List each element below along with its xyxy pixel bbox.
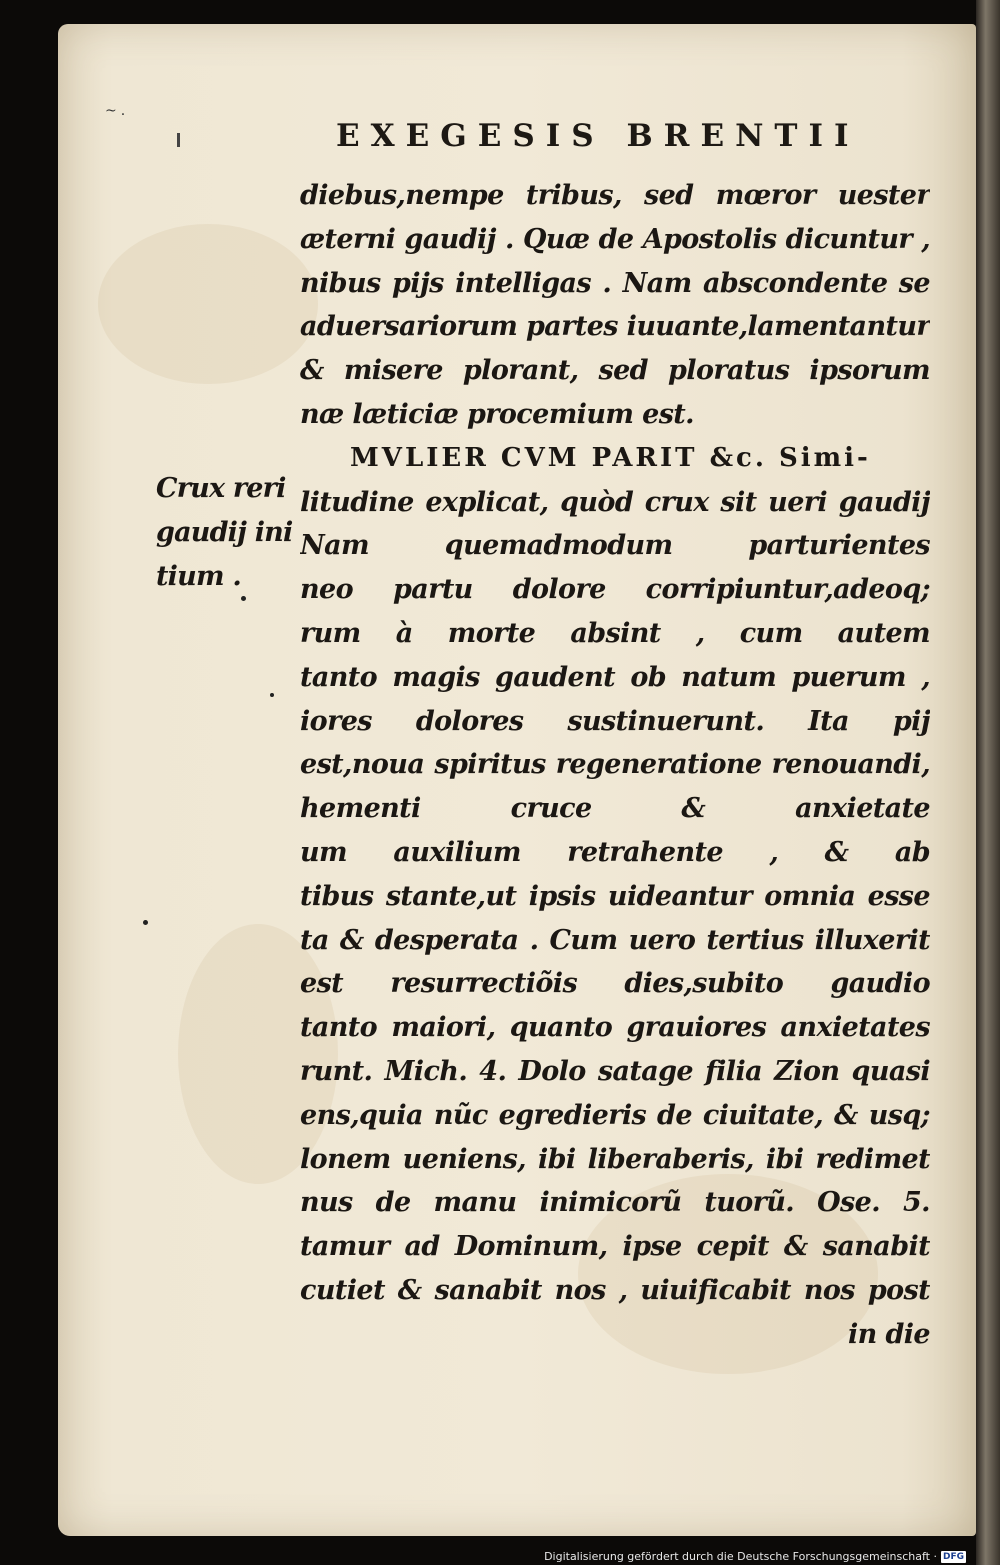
dfg-logo-icon: DFG: [942, 1551, 964, 1562]
ink-dot: [143, 920, 148, 925]
text-line: cutiet & sanabit nos , uiuificabit nos post: [300, 1274, 930, 1306]
body-text: [300, 174, 930, 1357]
text-line: Nam quemadmodum parturientes: [300, 530, 930, 562]
text-line: nus de manu inimicorũ tuorũ. Ose. 5.: [300, 1187, 930, 1219]
text-line: runt. Mich. 4. Dolo satage filia Zion quasi: [300, 1055, 930, 1087]
text-line: tamur ad Dominum, ipse cepit & sanabit: [300, 1231, 930, 1263]
paper-stain: [98, 224, 318, 384]
text-line: tanto magis gaudent ob natum puerum ,: [300, 661, 930, 693]
ink-dot: [241, 596, 246, 601]
text-line: neo partu dolore corripiuntur,adeoq;: [300, 574, 930, 606]
margin-note-line: Crux reri: [156, 473, 286, 504]
ink-dot: [270, 693, 274, 697]
text-line: ens,quia nũc egredieris de ciuitate, & usq;: [300, 1099, 930, 1131]
text-line: diebus,nempe tribus, sed mœror uester: [300, 180, 930, 211]
text-line: um auxilium retrahente , & ab: [300, 836, 930, 868]
text-line: litudine explicat, quòd crux sit ueri gaudij: [300, 486, 930, 518]
running-head: EXEGESIS BRENTII: [336, 118, 860, 154]
text-line: & misere plorant, sed ploratus ipsorum: [300, 355, 930, 387]
tick-mark: [177, 133, 180, 147]
catchword: in die: [847, 1318, 930, 1350]
book-spine-edge: [976, 0, 1000, 1565]
digitization-footer: [544, 1550, 966, 1563]
text-line: hementi cruce & anxietate: [300, 793, 930, 825]
margin-note: [156, 467, 293, 598]
corner-mark: ~.: [105, 103, 130, 119]
text-line: tanto maiori, quanto grauiores anxietates: [300, 1012, 930, 1044]
footer-text: Digitalisierung gefördert durch die Deutsche Forschungsgemeinschaft ·: [544, 1550, 937, 1563]
text-line: aduersariorum partes iuuante,lamentantur: [300, 311, 930, 343]
margin-note-line: gaudij ini: [156, 516, 293, 548]
text-line: est resurrectiõis dies,subito gaudio: [300, 968, 930, 1000]
text-line: est,noua spiritus regeneratione renouandi,: [300, 749, 930, 781]
section-heading-line: MVLIER CVM PARIT &c. Simi-: [350, 442, 871, 473]
text-line: iores dolores sustinuerunt. Ita pij: [300, 705, 930, 737]
text-line: ta & desperata . Cum uero tertius illuxerit: [300, 924, 930, 956]
text-line: æterni gaudij . Quæ de Apostolis dicuntur ,: [300, 223, 930, 255]
margin-note-line: tium .: [156, 560, 241, 592]
text-line: lonem ueniens, ibi liberaberis, ibi redimet: [300, 1143, 930, 1175]
text-line: næ læticiæ procemium est.: [300, 398, 694, 430]
text-line: rum à morte absint , cum autem: [300, 617, 930, 649]
text-line: tibus stante,ut ipsis uideantur omnia esse: [300, 880, 930, 912]
text-line: nibus pijs intelligas . Nam abscondente se: [300, 267, 930, 299]
